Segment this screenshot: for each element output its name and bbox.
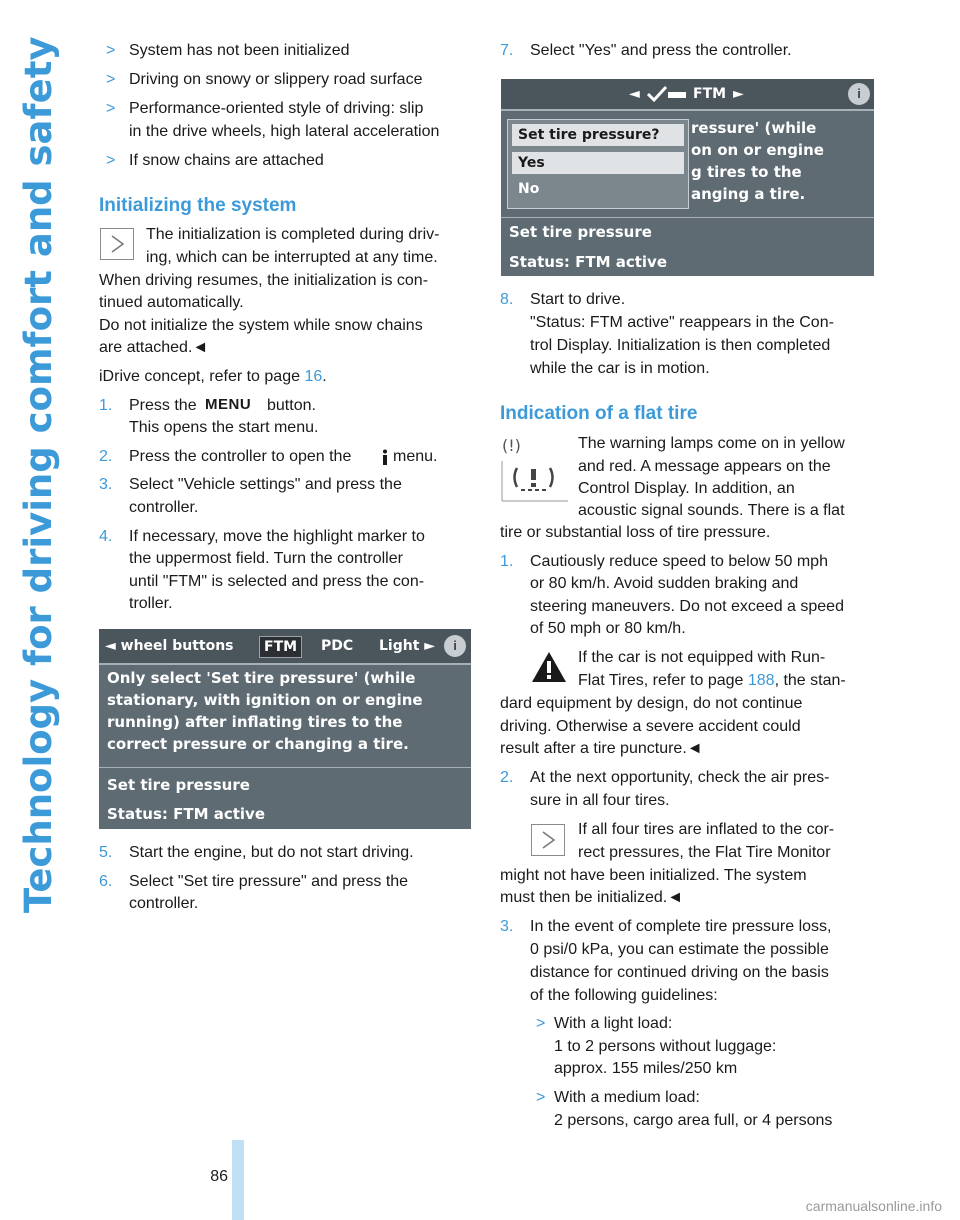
separator [99,767,471,768]
screen-text: ressure' (while [691,119,817,137]
step-text: menu. [393,448,438,465]
step-text: Select "Vehicle settings" and press the [129,476,402,493]
step-number: 2. [99,448,113,465]
status-label: Status: FTM active [107,805,265,823]
step-text: Press the controller to open the [129,448,352,465]
screen-text: g tires to the [691,163,802,181]
step-number: 3. [99,476,113,493]
page-number: 86 [210,1168,228,1185]
step-text: distance for continued driving on the basis [530,964,829,981]
bullet-marker: > [106,152,116,169]
screen-text: anging a tire. [691,185,806,203]
bullet-text: System has not been initialized [129,42,350,59]
popup-option-no[interactable]: No [518,181,540,197]
bullet-marker: > [536,1015,546,1032]
step-number: 5. [99,844,113,861]
note-line: If all four tires are inflated to the cor- [578,821,835,838]
popup-title: Set tire pressure? [512,124,684,146]
step-text: the uppermost field. Turn the controller [129,550,403,567]
step-text: sure in all four tires. [530,792,670,809]
page-bar [232,1140,244,1220]
note-line: ing, which can be interrupted at any time. [146,249,438,266]
warning-text: driving. Otherwise a severe accident could [500,718,801,735]
step-text: Select "Set tire pressure" and press the [129,873,409,890]
watermark: carmanualsonline.info [805,1198,942,1214]
bullet-marker: > [106,71,116,88]
sub-bullet-text: 2 persons, cargo area full, or 4 persons [554,1112,833,1129]
nav-right-arrow: ► [733,86,744,102]
sub-bullet-text: 1 to 2 persons without luggage: [554,1038,777,1055]
control-display-screenshot-yes [501,79,874,276]
step-number: 4. [99,528,113,545]
note-line: The initialization is completed during driv- [146,226,440,243]
bullet-text: in the drive wheels, high lateral acceleration [129,123,440,140]
step-number: 1. [500,553,514,570]
nav-left-arrow: ◄ [629,86,640,102]
screen-text: stationary, with ignition on or engine [107,691,423,709]
tab-pdc: PDC [321,638,354,654]
flat-text: Control Display. In addition, an [578,480,795,497]
step-text: "Status: FTM active" reappears in the Con- [530,314,834,331]
step-text: In the event of complete tire pressure loss, [530,918,832,935]
separator [99,663,471,665]
step-text: Start the engine, but do not start driving. [129,844,414,861]
note-line: are attached.◄ [99,339,209,356]
tab-light: Light ► [379,638,436,654]
step-number: 3. [500,918,514,935]
screen-text: correct pressure or changing a tire. [107,735,409,753]
note-line: When driving resumes, the initialization is con- [99,272,429,289]
page-link-16[interactable]: 16 [304,368,323,385]
warning-text: If the car is not equipped with Run- [578,649,826,666]
screen-text: on on or engine [691,141,824,159]
warning-triangle-icon [531,651,567,683]
step-text: or 80 km/h. Avoid sudden braking and [530,575,799,592]
step-text: trol Display. Initialization is then completed [530,337,831,354]
screen-text: Only select 'Set tire pressure' (while [107,669,416,687]
step-text: controller. [129,895,199,912]
step-text: of 50 mph or 80 km/h. [530,620,686,637]
screen-text: running) after inflating tires to the [107,713,403,731]
step-text: button. [267,397,316,414]
status-label: Status: FTM active [509,253,667,271]
note-icon [531,824,565,856]
set-tire-pressure-popup [507,119,689,209]
flat-text: The warning lamps come on in yellow [578,435,845,452]
step-text: Select "Yes" and press the controller. [530,42,792,59]
step-number: 1. [99,397,113,414]
step-text: Press the [129,397,197,414]
menu-button-icon: MENU [205,396,252,413]
screen-header-ftm: FTM [693,86,727,102]
heading-flat-tire: Indication of a flat tire [500,403,698,424]
step-text: troller. [129,595,173,612]
step-text: This opens the start menu. [129,419,319,436]
flat-text: and red. A message appears on the [578,458,831,475]
sub-bullet-text: With a light load: [554,1015,673,1032]
separator [501,109,874,111]
note-line: must then be initialized.◄ [500,889,684,906]
step-number: 7. [500,42,514,59]
warning-text: result after a tire puncture.◄ [500,740,703,757]
set-tire-pressure-label: Set tire pressure [107,776,250,794]
svg-text:(!): (!) [502,436,521,455]
control-display-screenshot [99,629,471,829]
bullet-marker: > [106,42,116,59]
note-line: Do not initialize the system while snow chains [99,317,423,334]
info-menu-icon [381,449,389,465]
set-tire-pressure-label: Set tire pressure [509,223,652,241]
step-text: of the following guidelines: [530,987,718,1004]
idrive-ref: iDrive concept, refer to page 16. [99,368,327,385]
bullet-marker: > [536,1089,546,1106]
tab-wheel-buttons: ◄ wheel buttons [105,638,234,654]
heading-initializing: Initializing the system [99,195,297,216]
step-text: Cautiously reduce speed to below 50 mph [530,553,828,570]
flat-text: tire or substantial loss of tire pressure. [500,524,771,541]
note-icon [100,228,134,260]
step-text: If necessary, move the highlight marker to [129,528,425,545]
step-number: 2. [500,769,514,786]
step-text: while the car is in motion. [530,360,710,377]
note-line: rect pressures, the Flat Tire Monitor [578,844,831,861]
info-icon: i [848,83,870,105]
step-text: At the next opportunity, check the air pres- [530,769,830,786]
page-link-188[interactable]: 188 [747,672,775,689]
tab-ftm: FTM [259,636,302,658]
step-text: Start to drive. [530,291,626,308]
bullet-marker: > [106,100,116,117]
section-title: Technology for driving comfort and safety [17,36,60,913]
info-icon: i [444,635,466,657]
step-text: 0 psi/0 kPa, you can estimate the possible [530,941,829,958]
warning-text: Flat Tires, refer to page 188, the stan- [578,672,846,689]
sub-bullet-text: approx. 155 miles/250 km [554,1060,738,1077]
sub-bullet-text: With a medium load: [554,1089,700,1106]
bullet-text: Performance-oriented style of driving: slip [129,100,424,117]
flat-text: acoustic signal sounds. There is a flat [578,502,845,519]
step-text: controller. [129,499,199,516]
popup-option-yes[interactable]: Yes [512,152,684,174]
note-line: tinued automatically. [99,294,244,311]
step-text: until "FTM" is selected and press the con- [129,573,425,590]
step-text: steering maneuvers. Do not exceed a speed [530,598,844,615]
warning-text: dard equipment by design, do not continue [500,695,803,712]
step-number: 6. [99,873,113,890]
car-check-icon [646,84,688,104]
bullet-text: Driving on snowy or slippery road surface [129,71,423,88]
step-number: 8. [500,291,514,308]
flat-tire-warning-icon [500,433,570,503]
separator [501,217,874,218]
bullet-text: If snow chains are attached [129,152,324,169]
note-line: might not have been initialized. The system [500,867,807,884]
